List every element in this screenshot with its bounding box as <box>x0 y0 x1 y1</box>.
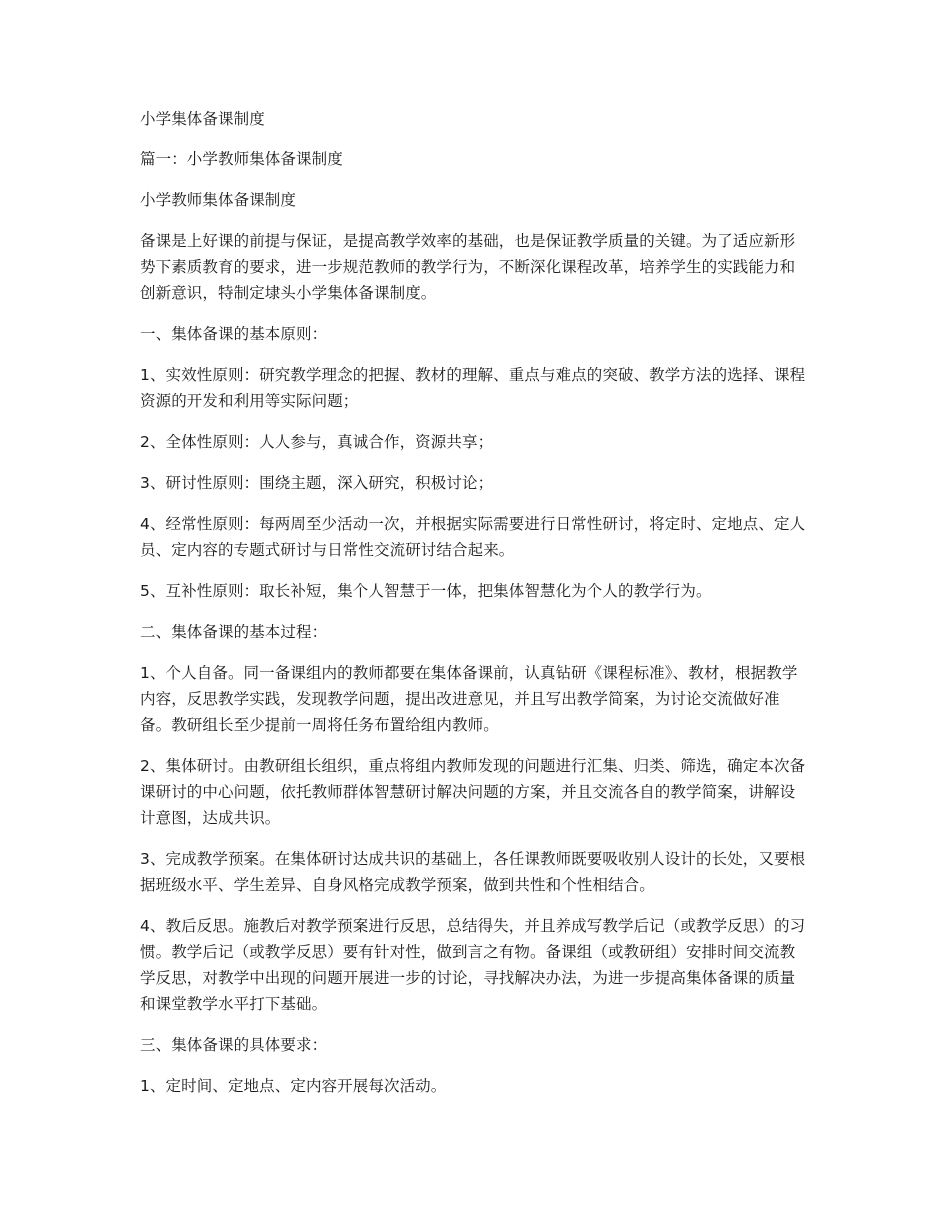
section-heading-process: 二、集体备课的基本过程： <box>140 623 328 641</box>
process-item: 4、教后反思。施教后对教学预案进行反思，总结得失，并且养成写教学后记（或教学反思）的习惯。教学后记（或教学反思）要有针对性，做到言之有物。备课组（或教研组）安排时间交流教学反思，对教学中出现的问题开展进一步的讨论，寻找解决办法，为进一步提高集体备课的质量和课堂教学水平打下基础。 <box>140 917 806 1013</box>
chapter-heading: 篇一：小学教师集体备课制度 <box>140 150 343 168</box>
section-heading-requirements: 三、集体备课的具体要求： <box>140 1036 328 1054</box>
document-title: 小学集体备课制度 <box>140 110 265 128</box>
intro-paragraph: 备课是上好课的前提与保证，是提高教学效率的基础，也是保证教学质量的关键。为了适应新形势下素质教育的要求，进一步规范教师的教学行为，不断深化课程改革，培养学生的实践能力和创新意识，特制定埭头小学集体备课制度。 <box>140 232 796 302</box>
principle-item: 2、全体性原则：人人参与，真诚合作，资源共享； <box>140 433 494 451</box>
section-title: 小学教师集体备课制度 <box>140 191 297 209</box>
principle-item: 4、经常性原则：每两周至少活动一次，并根据实际需要进行日常性研讨，将定时、定地点、定人员、定内容的专题式研讨与日常性交流研讨结合起来。 <box>140 515 806 559</box>
section-heading-principles: 一、集体备课的基本原则： <box>140 325 328 343</box>
requirement-item: 1、定时间、定地点、定内容开展每次活动。 <box>140 1077 447 1095</box>
document-page <box>140 106 810 1114</box>
process-item: 2、集体研讨。由教研组长组织，重点将组内教师发现的问题进行汇集、归类、筛选，确定本次备课研讨的中心问题，依托教师群体智慧研讨解决问题的方案，并且交流各自的教学简案，讲解设计意图，达成共识。 <box>140 757 806 827</box>
process-item: 3、完成教学预案。在集体研讨达成共识的基础上，各任课教师既要吸收别人设计的长处，又要根据班级水平、学生差异、自身风格完成教学预案，做到共性和个性相结合。 <box>140 850 806 894</box>
principle-item: 5、互补性原则：取长补短，集个人智慧于一体，把集体智慧化为个人的教学行为。 <box>140 582 712 600</box>
principle-item: 1、实效性原则：研究教学理念的把握、教材的理解、重点与难点的突破、教学方法的选择、课程资源的开发和利用等实际问题； <box>140 366 806 410</box>
principle-item: 3、研讨性原则：围绕主题，深入研究，积极讨论； <box>140 474 494 492</box>
process-item: 1、个人自备。同一备课组内的教师都要在集体备课前，认真钻研《课程标准》、教材，根据教学内容，反思教学实践，发现教学问题，提出改进意见，并且写出教学简案，为讨论交流做好准备。教研组长至少提前一周将任务布置给组内教师。 <box>140 664 798 734</box>
